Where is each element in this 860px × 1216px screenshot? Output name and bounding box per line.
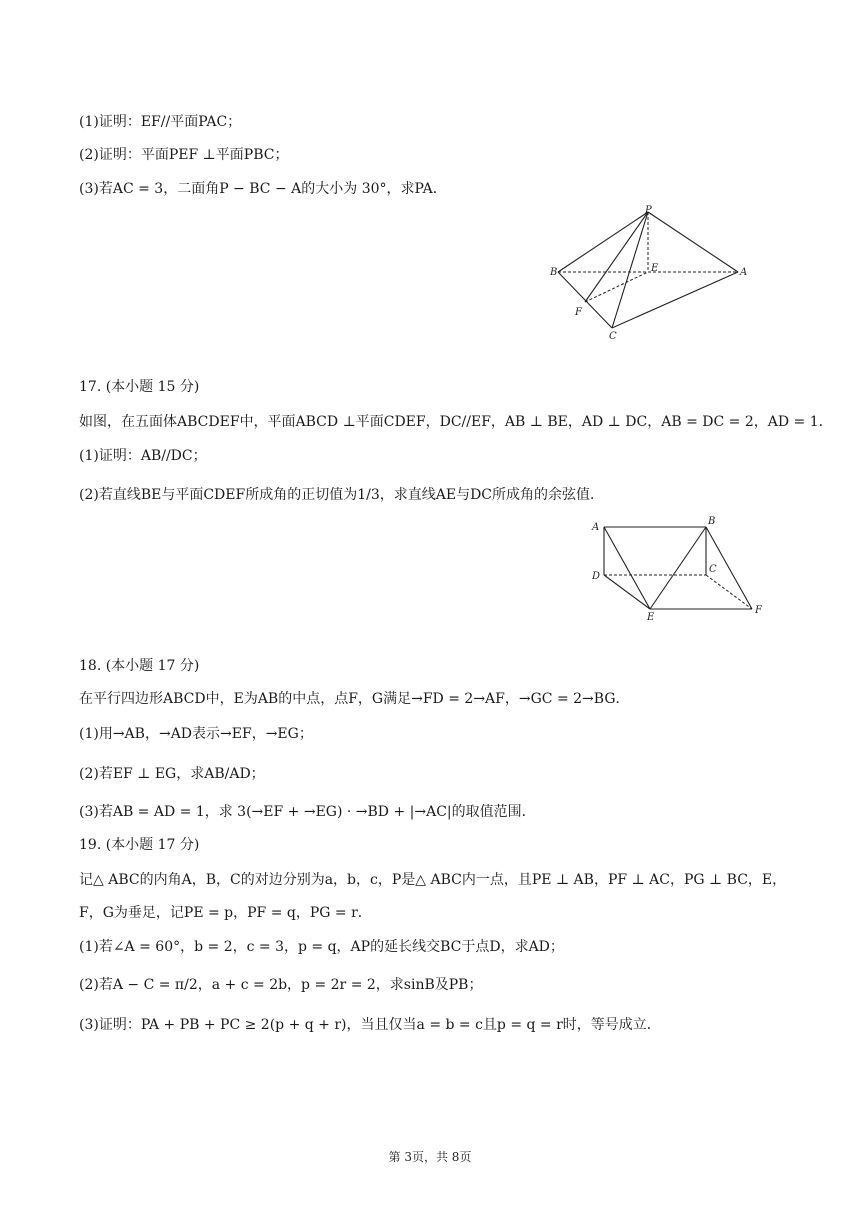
q16-part1: (1)证明：EF//平面PAC； [79, 114, 242, 130]
label-F: F [575, 307, 582, 318]
q18-part2: (2)若EF ⊥ EG，求AB/AD； [79, 766, 265, 782]
q17-figure [590, 515, 770, 625]
edge-PF [585, 212, 648, 302]
label-B: B [708, 516, 716, 527]
q18-part3: (3)若AB = AD = 1，求 3(→EF + →EG) · →BD + |→AC|的取值范围． [79, 804, 536, 820]
edge-PB [558, 212, 648, 272]
label-D: D [592, 571, 601, 582]
edge-PA [648, 212, 738, 272]
edge-DE [604, 575, 650, 609]
label-B: B [550, 267, 558, 278]
q18-part1: (1)用→AB，→AD表示→EF，→EG； [79, 726, 313, 742]
label-P: P [645, 205, 652, 216]
edge-PC [612, 212, 648, 328]
q17-stem: 如图，在五面体ABCDEF中，平面ABCD ⊥平面CDEF，DC//EF，AB ⊥ BE，AD ⊥ DC，AB = DC = 2，AD = 1． [79, 414, 833, 430]
q16-figure [548, 205, 758, 345]
label-A: A [592, 522, 600, 533]
page-footer: 第 3页，共 8页 [388, 1150, 472, 1164]
label-A: A [740, 267, 748, 278]
q17-header: 17. (本小题 15 分) [79, 379, 200, 395]
q17-part2: (2)若直线BE与平面CDEF所成角的正切值为1/3，求直线AE与DC所成角的余弦值． [79, 487, 605, 503]
q19-part2: (2)若A − C = π/2，a + c = 2b，p = 2r = 2，求sinB及PB； [79, 977, 483, 993]
edge-FE-hidden [585, 272, 648, 302]
label-C: C [609, 331, 617, 342]
q16-part2: (2)证明：平面PEF ⊥平面PBC； [79, 147, 289, 163]
q18-header: 18. (本小题 17 分) [79, 658, 200, 674]
q19-part3: (3)证明：PA + PB + PC ≥ 2(p + q + r)，当且仅当a = b = c且p = q = r时，等号成立． [79, 1017, 661, 1033]
label-E: E [651, 263, 659, 274]
label-C: C [709, 564, 717, 575]
q19-part1: (1)若∠A = 60°，b = 2，c = 3，p = q，AP的延长线交BC于点D，求AD； [79, 939, 564, 955]
q16-part3: (3)若AC = 3，二面角P − BC − A的大小为 30°，求PA． [79, 181, 447, 197]
q18-stem: 在平行四边形ABCD中，E为AB的中点，点F，G满足→FD = 2→AF，→GC = 2→BG． [79, 691, 630, 707]
q19-stem-line2: F，G为垂足，记PE = p，PF = q，PG = r． [79, 905, 372, 921]
q19-header: 19. (本小题 17 分) [79, 837, 200, 853]
edge-BE [650, 527, 706, 609]
label-F: F [755, 605, 762, 616]
q17-part1: (1)证明：AB//DC； [79, 448, 207, 464]
q19-stem-line1: 记△ ABC的内角A，B，C的对边分别为a，b，c，P是△ ABC内一点，且PE ⊥ AB，PF ⊥ AC，PG ⊥ BC，E， [79, 872, 787, 888]
edge-AE [604, 527, 650, 609]
label-E: E [647, 612, 655, 623]
edge-BC [558, 272, 612, 328]
edge-CF-hidden [706, 575, 752, 609]
